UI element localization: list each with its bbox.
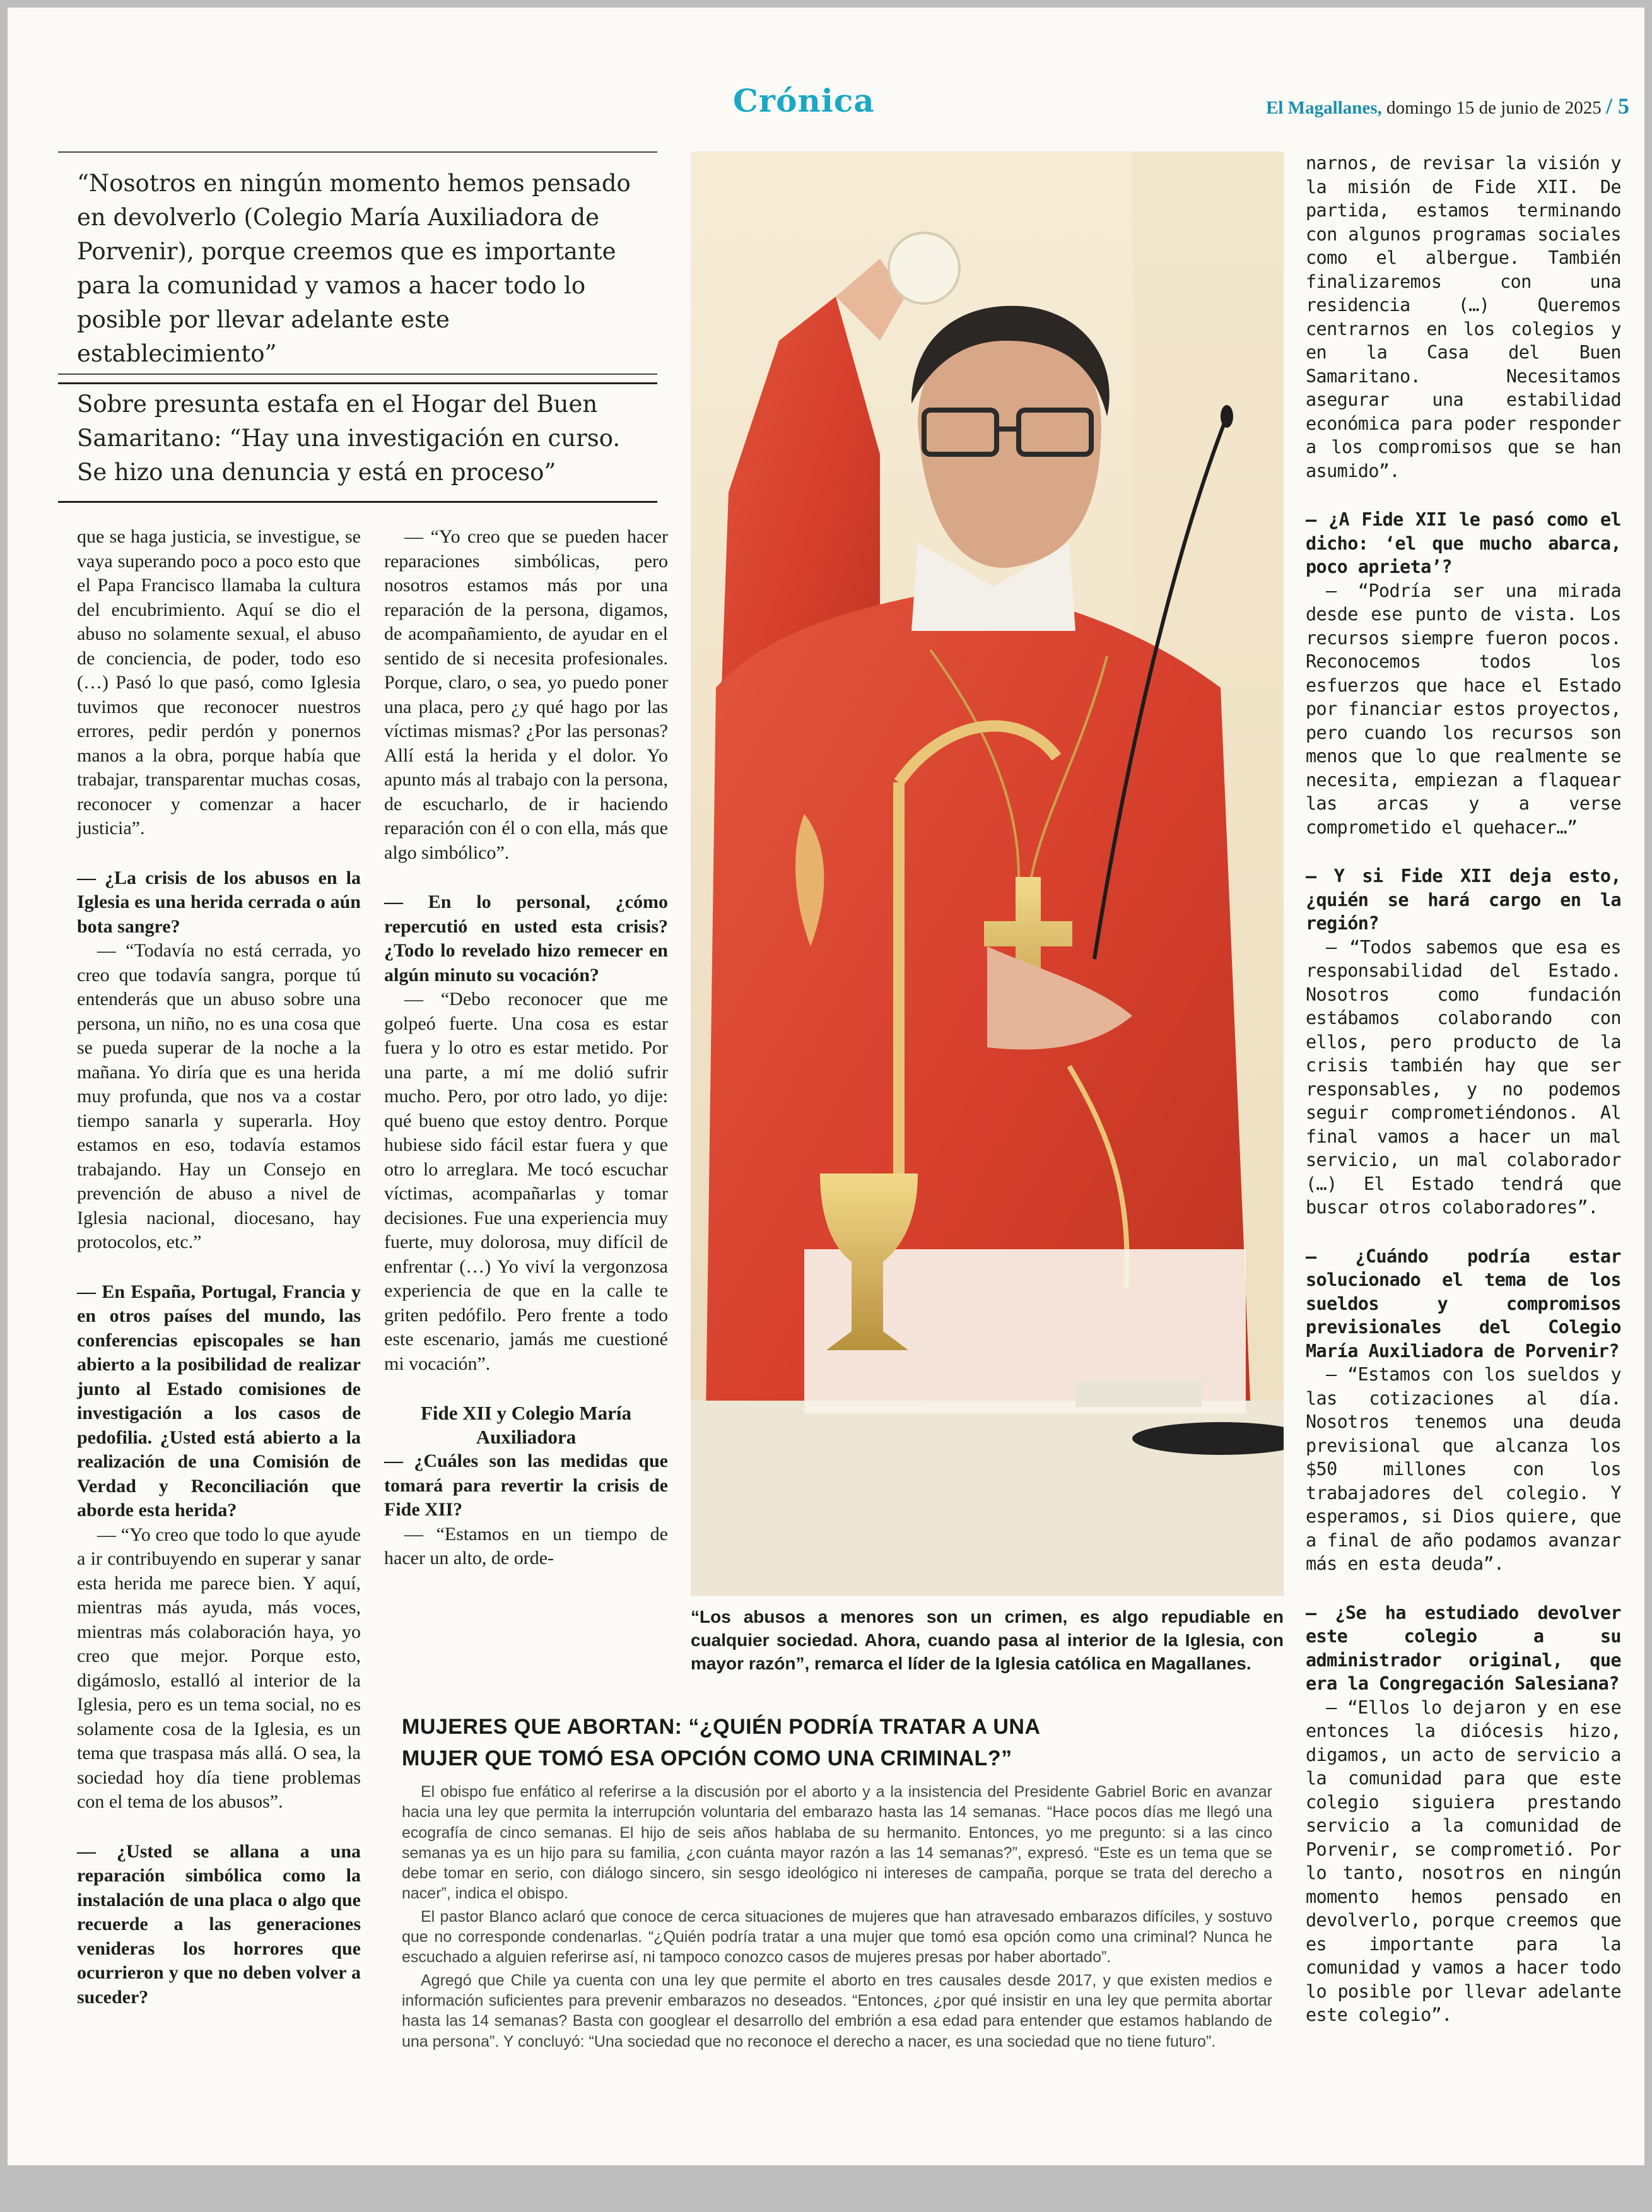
interview-question: — ¿Se ha estudiado devolver este colegio a su administrador original, que era la Congregación Salesiana? <box>1306 1602 1621 1694</box>
article-paragraph: — “Todos sabemos que esa es responsabilidad del Estado. Nosotros como fundación estábamos colaborando con ellos, pero producto de la crisis también hay que ser responsables, y no podemos seguir comprometiéndonos. Al final vamos a hacer un mal servicio, un mal colaborador (…) El Estado tendrá que buscar otros colaboradores”. <box>1306 936 1621 1218</box>
sidebar-paragraph: Agregó que Chile ya cuenta con una ley que permite el aborto en tres causales desde 2017, y que existen medios e información suficientes para prevenir embarazos no deseados. “Entonces, ¿por qué insistir en una ley que permita abortar hasta las 14 semanas? Basta con googlear el desarrollo del embrión a esa edad para entender que estamos hablando de una persona”. Y concluyó: “Una sociedad que no reconoce el derecho a nacer, es una sociedad que no tiene futuro”. <box>402 1971 1272 2050</box>
pull-quote-estafa: Sobre presunta estafa en el Hogar del Buen Samaritano: “Hay una investigación en curso. Se hizo una denuncia y está en proceso” <box>58 374 657 503</box>
article-paragraph: — “Todavía no está cerrada, yo creo que todavía sangra, porque tú entenderás que un abuso sobre una persona, un niño, no es una cosa que se pueda superar de la noche a la mañana. Yo diría que es una herida muy profunda, que nos va a costar tiempo sanarla y superarla. Hoy estamos en eso, todavía estamos trabajando. Hay un Consejo en prevención de abuso a nivel de Iglesia nacional, diocesano, hay protocolos, etc.” <box>77 940 361 1252</box>
interview-question: — ¿Cuáles son las medidas que tomará para revertir la crisis de Fide XII? <box>384 1450 668 1520</box>
interview-question: — ¿Usted se allana a una reparación simbólica como la instalación de una placa o algo que recuerde a las generaciones venideras los horrores que ocurrieron y que no deben volver a suceder? <box>77 1840 361 2008</box>
sidebar-body <box>402 1782 1272 2054</box>
altar-book <box>1075 1382 1202 1407</box>
newspaper-page <box>8 8 1644 2165</box>
page-slash: / <box>1605 93 1618 119</box>
article-paragraph: que se haga justicia, se investigue, se vaya superando poco a poco esto que el Papa Francisco llamaba la cultura del encubrimiento. Aquí se dio el abuso no solamente sexual, el abuso de conciencia, de poder, todo eso (…) Pasó lo que pasó, como Iglesia tuvimos que reconocer nuestros errores, pedir perdón y ponernos manos a la obra, porque había que trabajar, transparentar muchas cosas, reconocer y comenzar a hacer justicia”. <box>77 526 361 838</box>
microphone-head <box>1221 405 1233 428</box>
interview-question: — En España, Portugal, Francia y en otros países del mundo, las conferencias episcopales se han abierto a la posibilidad de realizar junto al Estado comisiones de investigación a los casos de pedofilia. ¿Usted está abierto a la realización de una Comisión de Verdad y Reconciliación que aborde esta herida? <box>77 1281 361 1521</box>
interview-question: — ¿La crisis de los abusos en la Iglesia es una herida cerrada o aún bota sangre? <box>77 867 361 937</box>
sidebar-headline <box>402 1711 1272 1774</box>
sidebar-paragraph: El pastor Blanco aclaró que conoce de cerca situaciones de mujeres que han atravesado embarazos difíciles, y sostuvo que no corresponde condenarlas. “¿Quién podría tratar a una mujer que tomó esa opción como una criminal? Nunca he escuchado a alguien referirse así, ni tampoco conozco casos de mujeres presas por haber abortado”. <box>402 1907 1272 1967</box>
article-column-3 <box>1306 151 1621 2027</box>
section-title: Crónica <box>733 82 875 119</box>
article-column-1 <box>77 525 361 2009</box>
article-paragraph: narnos, de revisar la visión y la misión de Fide XII. De partida, estamos terminando con algunos programas sociales como el albergue. También finalizaremos con una residencia (…) Queremos centrarnos en los colegios y en la Casa del Buen Samaritano. Necesitamos asegurar una estabilidad económica para poder responder a los compromisos que se han asumido”. <box>1306 153 1621 481</box>
page-number: 5 <box>1618 93 1629 119</box>
article-paragraph: — “Estamos en un tiempo de hacer un alto, de orde- <box>384 1523 668 1568</box>
newspaper-name: El Magallanes, <box>1266 98 1382 118</box>
pull-quote-colegio: “Nosotros en ningún momento hemos pensado en devolverlo (Colegio María Auxiliadora de Porvenir), porque creemos que es importante para la comunidad y vamos a hacer todo lo posible por llevar adelante este establecimiento” <box>58 151 657 384</box>
subheading: Fide XII y Colegio María Auxiliadora <box>420 1402 632 1448</box>
sidebar-paragraph: El obispo fue enfático al referirse a la discusión por el aborto y a la insistencia del Presidente Gabriel Boric en avanzar hacia una ley que permita la interrupción voluntaria del embarazo hasta las 14 semanas. “Hace pocos días me llegó una ecografía de cinco semanas. El hijo de seis años hablaba de su hermanito. Entonces, yo me pregunto: si a las cinco semanas ya es un hijo para su familia, ¿con cuánta mayor razón a las 14 semanas?”, expresó. “Este es un tema que se debe tomar en serio, con diálogo sincero, sin sesgo ideológico ni intereses de campaña, porque se trata del derecho a nacer”, indica el obispo. <box>402 1783 1272 1903</box>
sidebar-headline-line-1: MUJERES QUE ABORTAN: “¿QUIÉN PODRÍA TRATAR A UNA <box>402 1715 1041 1739</box>
article-paragraph: — “Estamos con los sueldos y las cotizaciones al día. Nosotros tenemos una deuda previsional que alcanza los $50 millones con los trabajadores del colegio. Y esperamos, si Dios quiere, que a final de año podamos avanzar más en esta deuda”. <box>1306 1364 1621 1574</box>
publication-date: domingo 15 de junio de 2025 <box>1381 98 1606 118</box>
bishop-photo <box>691 151 1284 1596</box>
page-folio <box>1266 93 1629 119</box>
interview-question: — ¿Cuándo podría estar solucionado el tema de los sueldos y compromisos previsionales del Colegio María Auxiliadora de Porvenir? <box>1306 1245 1621 1362</box>
interview-question: — En lo personal, ¿cómo repercutió en usted esta crisis? ¿Todo lo revelado hizo remecer en algún minuto su vocación? <box>384 891 668 985</box>
article-paragraph: — “Podría ser una mirada desde ese punto de vista. Los recursos siempre fueron pocos. Reconocemos todos los esfuerzos que hace el Estado por financiar estos proyectos, pero cuando los recursos son menos que lo que realmente se necesita, empiezan a flaquear las arcas y a verse comprometido el quehacer…” <box>1306 580 1621 838</box>
interview-question: — Y si Fide XII deja esto, ¿quién se hará cargo en la región? <box>1306 866 1621 934</box>
photo-caption: “Los abusos a menores son un crimen, es algo repudiable en cualquier sociedad. Ahora, cuando pasa al interior de la Iglesia, con mayor razón”, remarca el líder de la Iglesia católica en Magallanes. <box>691 1607 1284 1673</box>
article-paragraph: — “Yo creo que todo lo que ayude a ir contribuyendo en superar y sanar esta herida me parece bien. Y aquí, mientras más ayuda, más voces, mientras más colaboración haya, yo creo que mejor. Porque esto, digámoslo, estalló al interior de la Iglesia, pero es un tema social, no es solamente cosa de la Iglesia, es un tema que traspasa más allá. O sea, la sociedad hoy día tiene problemas con el tema de los abusos”. <box>77 1524 361 1812</box>
interview-question: — ¿A Fide XII le pasó como el dicho: ‘el que mucho abarca, poco aprieta’? <box>1306 509 1621 577</box>
article-paragraph: — “Ellos lo dejaron y en ese entonces la diócesis hizo, digamos, un acto de servicio a la comunidad para que este colegio siguiera prestando servicio a la comunidad de Porvenir, se comprometió. Por lo tanto, nosotros en ningún momento hemos pensado en devolverlo, porque creemos que es importante para la comunidad y vamos a hacer todo lo posible por llevar adelante este colegio”. <box>1306 1697 1621 2025</box>
host-wafer <box>889 233 959 303</box>
article-paragraph: — “Debo reconocer que me golpeó fuerte. Una cosa es estar fuera y lo otro es estar metido. Por una parte, a mí me dolió sufrir mucho. Pero, por otro lado, yo dije: qué bueno que estoy dentro. Porque hubiese sido fácil estar fuera y que otro lo arreglara. Me tocó escuchar víctimas, acompañarlas y tomar decisiones. Fue una experiencia muy fuerte, muy dolorosa, muy difícil de enfrentar (…) Yo viví la vergonzosa experiencia de que en la calle te griten pedófilo. Pero frente a todo este escenario, jamás me cuestioné mi vocación”. <box>384 989 668 1374</box>
sidebar-headline-line-2: MUJER QUE TOMÓ ESA OPCIÓN COMO UNA CRIMINAL?” <box>402 1746 1012 1770</box>
article-column-2 <box>384 525 668 1571</box>
article-paragraph: — “Yo creo que se pueden hacer reparaciones simbólicas, pero nosotros estamos más por una reparación de la persona, digamos, de acompañamiento, de ayudar en el sentido de si necesita profesionales. Porque, claro, o sea, yo puedo poner una placa, pero ¿y qué hago por las víctimas mismas? ¿Por las personas? Allí está la herida y el dolor. Yo apunto más al trabajo con la persona, de escucharlo, de ir haciendo reparación con él o con ella, más que algo simbólico”. <box>384 526 668 863</box>
